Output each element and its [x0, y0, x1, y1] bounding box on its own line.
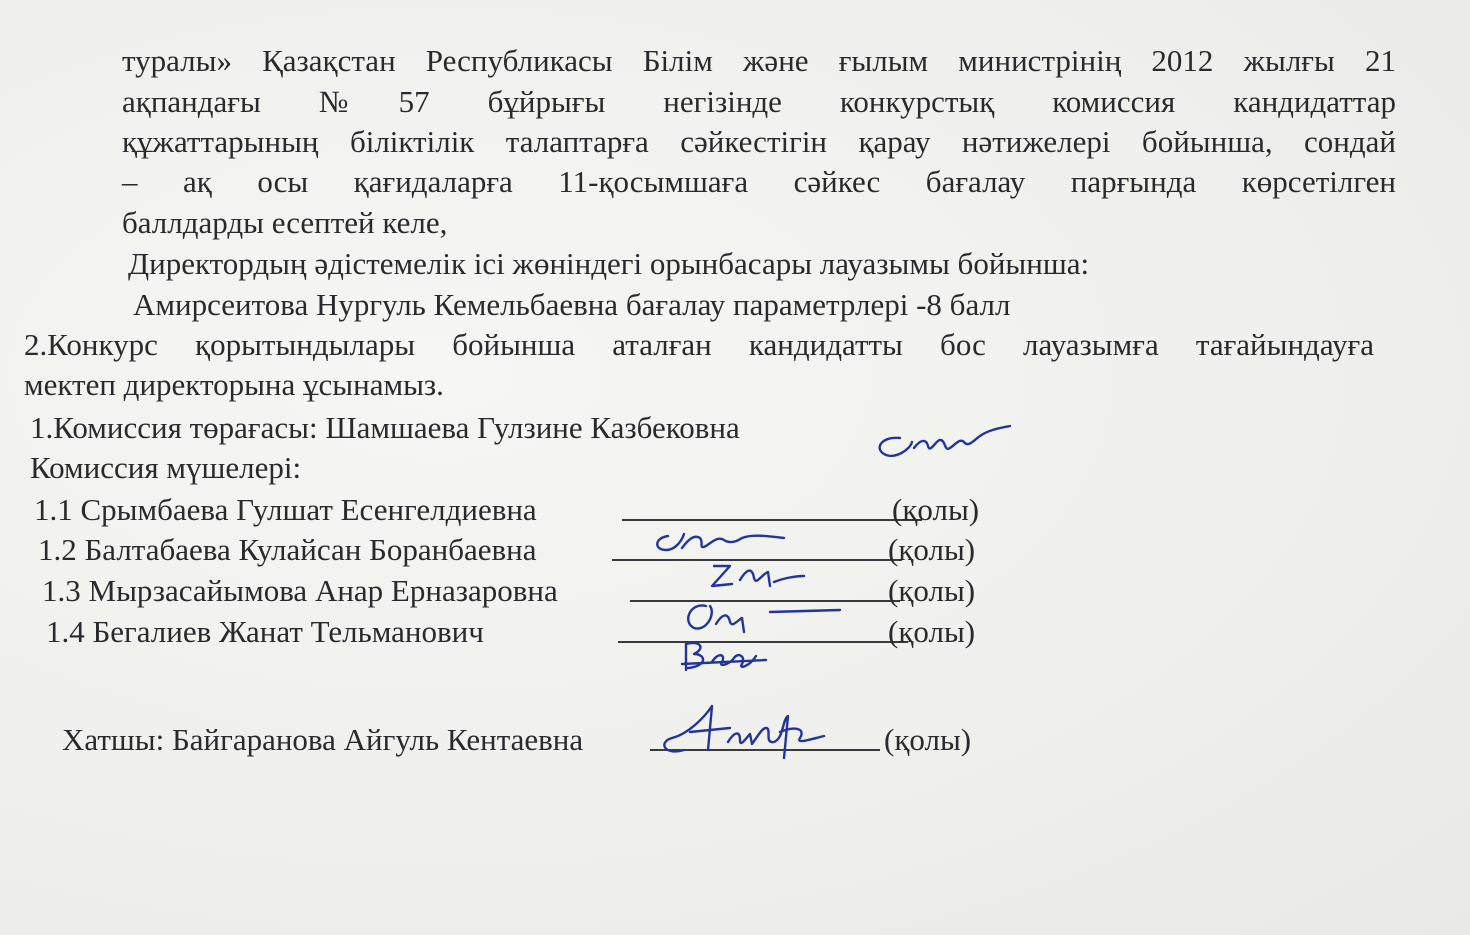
paragraph-line: – ақ осы қағидаларға 11-қосымшаға сәйкес бағалау парғында көрсетілген [122, 164, 1396, 199]
member-row [38, 534, 998, 565]
secretary-row [62, 724, 1022, 755]
signature-label: (қолы) [888, 614, 976, 649]
signature-label: (қолы) [888, 573, 976, 608]
paragraph-line: туралы» Қазақстан Республикасы Білім және ғылым министрінің 2012 жылғы 21 [122, 43, 1396, 78]
chair-signature-icon [870, 418, 1020, 466]
secretary-name: Хатшы: Байгаранова Айгуль Кентаевна [62, 722, 584, 757]
secretary-signature-icon [654, 698, 834, 766]
paragraph-line: ақпандағы №57 бұйрығы негізінде конкурстық комиссия кандидаттар [122, 84, 1396, 119]
signature-label: (қолы) [888, 532, 976, 567]
point2-line: 2.Конкурс қорытындылары бойынша аталған кандидатты бос лауазымға тағайындауға [24, 327, 1374, 362]
member-name: 1.2 Балтабаева Кулайсан Боранбаевна [38, 532, 537, 567]
candidate-line: Амирсеитова Нургуль Кемельбаевна бағалау параметрлері -8 балл [133, 287, 1011, 322]
member-signature-icon [676, 634, 776, 680]
member-row [46, 616, 1006, 647]
member-name: 1.4 Бегалиев Жанат Тельманович [46, 614, 484, 649]
paragraph-line: құжаттарының біліктілік талаптарға сәйкестігін қарау нәтижелері бойынша, сондай [122, 124, 1396, 159]
point2-line: мектеп директорына ұсынамыз. [24, 367, 444, 402]
member-name: 1.3 Мырзасайымова Анар Ерназаровна [42, 573, 558, 608]
position-line: Директордың әдістемелік ісі жөніндегі орынбасары лауазымы бойынша: [128, 246, 1090, 281]
member-name: 1.1 Срымбаева Гулшат Есенгелдиевна [34, 492, 537, 527]
paragraph-line: баллдарды есептей келе, [122, 205, 448, 240]
members-heading: Комиссия мүшелері: [30, 450, 302, 485]
chair-line: 1.Комиссия төрағасы: Шамшаева Гулзине Казбековна [30, 410, 740, 445]
signature-label: (қолы) [884, 722, 972, 757]
member-row [42, 575, 1002, 606]
member-row [34, 494, 994, 525]
signature-label: (қолы) [892, 492, 980, 527]
